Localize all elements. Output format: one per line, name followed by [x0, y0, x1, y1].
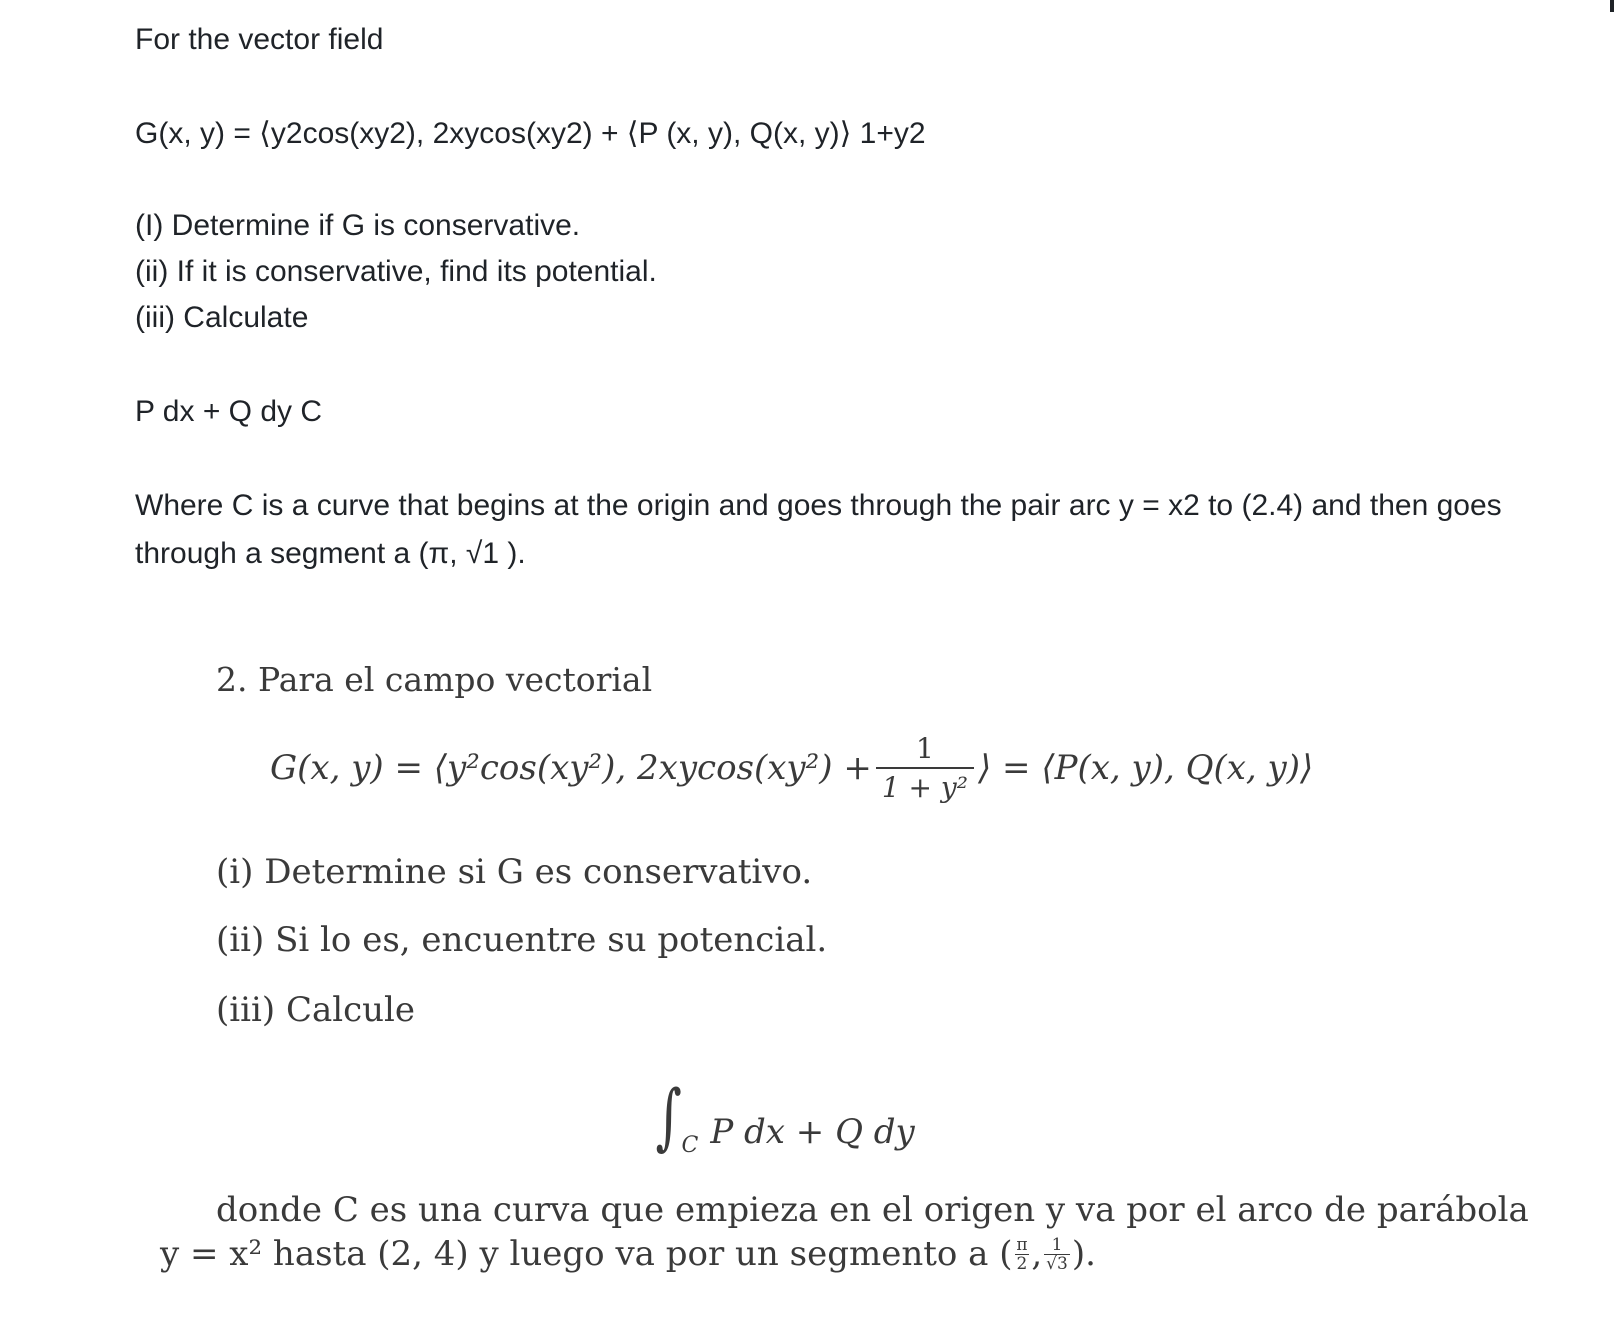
edge-mark: [1610, 0, 1614, 12]
integrand: P dx + Q dy: [710, 1112, 915, 1152]
one-numerator: 1: [1051, 1234, 1063, 1255]
line-integral: [650, 1074, 915, 1158]
task-2: (ii) If it is conservative, find its potential.: [135, 255, 657, 288]
root-three-denominator: √3: [1046, 1253, 1068, 1274]
fraction-denominator: 1 + y²: [876, 767, 974, 804]
item-ii: (ii) Si lo es, encuentre su potencial.: [216, 920, 828, 960]
task-3: (iii) Calculate: [135, 301, 309, 334]
field-expression: G(x, y) = ⟨y2cos(xy2), 2xycos(xy2) + ⟨P (x, y), Q(x, y)⟩ 1+y2: [135, 117, 926, 150]
item-i: (i) Determine si G es conservativo.: [216, 852, 813, 892]
scanned-problem: [150, 640, 1529, 1320]
point-separator: ,: [1031, 1234, 1043, 1274]
curve-description: Where C is a curve that begins at the origin and goes through the pair arc y = x2 to (2.4) and then goes through a segment a (π, √1 ).: [135, 489, 1502, 570]
vector-field-equation: [270, 732, 1313, 804]
intro-text: For the vector field: [135, 23, 384, 56]
problem-heading: 2. Para el campo vectorial: [216, 660, 653, 699]
integral-sign: ∫: [655, 1074, 682, 1158]
task-1: (I) Determine if G is conservative.: [135, 209, 581, 242]
equation-rhs: ⟩ = ⟨P(x, y), Q(x, y)⟩: [977, 748, 1314, 788]
item-iii: (iii) Calcule: [216, 990, 416, 1030]
equation-lhs: G(x, y) = ⟨y²cos(xy²), 2xycos(xy²) +: [270, 748, 872, 788]
two-denominator: 2: [1016, 1253, 1028, 1274]
closing-line-1: donde C es una curva que empieza en el origen y va por el arco de parábola: [216, 1190, 1529, 1230]
pi-numerator: π: [1016, 1234, 1028, 1255]
one-over-root-three: [1044, 1236, 1070, 1273]
integral-subscript: C: [681, 1133, 699, 1158]
fraction-numerator: 1: [915, 732, 934, 765]
equation-fraction: [876, 732, 974, 804]
pi-over-two: [1015, 1236, 1030, 1273]
integral-text: P dx + Q dy C: [135, 395, 323, 428]
closing-line-2-start: y = x² hasta (2, 4) y luego va por un segmento a (: [160, 1234, 1013, 1274]
closing-line-2-end: ).: [1071, 1234, 1096, 1274]
closing-line-2: [160, 1234, 1096, 1274]
